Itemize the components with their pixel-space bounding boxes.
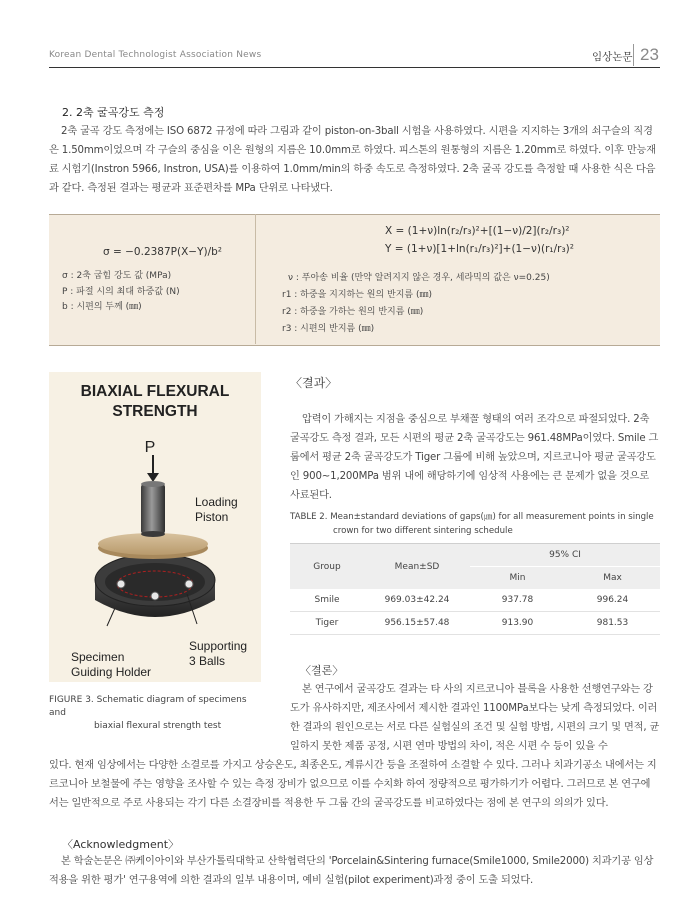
cell-max: 981.53 — [565, 612, 660, 635]
r3-definition: r3 : 시편의 반지름 (㎜) — [282, 324, 375, 334]
cell-min: 937.78 — [470, 589, 565, 612]
figure-biaxial-diagram — [49, 372, 261, 682]
specimen-label-line2: Guiding Holder — [71, 665, 152, 679]
cell-group: Tiger — [290, 612, 364, 635]
specimen-label-line1: Specimen — [71, 650, 125, 664]
sigma-definition: σ : 2축 굽힘 강도 값 (MPa) — [62, 271, 172, 281]
support-ball-icon — [185, 580, 193, 588]
conclusion-title: 〈결론〉 — [300, 664, 344, 677]
cell-mean: 969.03±42.24 — [364, 589, 470, 612]
table-row — [290, 589, 660, 612]
cell-min: 913.90 — [470, 612, 565, 635]
support-ball-icon — [151, 592, 159, 600]
biaxial-diagram-svg — [49, 372, 261, 682]
col-ci: 95% CI — [470, 544, 660, 567]
results-table — [290, 543, 660, 635]
figure-caption-line1: FIGURE 3. Schematic diagram of specimens and — [49, 695, 247, 718]
figure-title-line2: STRENGTH — [112, 403, 198, 420]
b-definition: b : 시편의 두께 (㎜) — [62, 302, 142, 312]
arrow-head-icon — [147, 473, 159, 482]
conclusion-paragraph-a: 본 연구에서 굴곡강도 결과는 타 사의 지르코니아 블록을 사용한 선행연구와는 강도가 유사하지만, 제조사에서 제시한 결과인 1100MPa보다는 낮게 측정되었다. 이러한 결과의 원인으로는 서로 다른 실험실의 조건 및 실험 방법, 시편의 크기 및 면적, 균일하지 못한 제품 공정, 시편 연마 방법의 차이, 적은 시편 수 등이 있을 수 — [290, 684, 660, 752]
nu-definition: ν : 푸아송 비율 (만약 알려지지 않은 경우, 세라믹의 값은 ν=0.25) — [288, 273, 550, 283]
table-caption-line1: TABLE 2. Mean±standard deviations of gaps(㎛) for all measurement points in single — [290, 512, 654, 522]
methods-paragraph: 2축 굴곡 강도 측정에는 ISO 6872 규정에 따라 그림과 같이 piston-on-3ball 시험을 사용하였다. 시편을 지지하는 3개의 쇠구슬의 직경은 1.50mm이었으며 각 구슬의 중심을 이은 원형의 지름은 10.0mm로 하였다. 피스톤의 원통형의 지름은 1.20mm로 하였다. 이후 만능재료 시험기(Instron 5966, Instron, USA)를 이용하여 1.0mm/min의 하중 속도로 측정하였다. 2축 굴곡 강도를 측정할 때 사용한 식은 다음과 같다. 측정된 결과는 평균과 표준편차를 MPa 단위로 나타냈다. — [49, 126, 656, 194]
section-title: 2. 2축 굴곡강도 측정 — [62, 106, 165, 119]
results-title: 〈결과〉 — [290, 376, 338, 390]
header-divider — [633, 44, 634, 66]
cell-mean: 956.15±57.48 — [364, 612, 470, 635]
page-number: 23 — [640, 45, 659, 64]
load-p-label: P — [144, 439, 156, 456]
piston-shape — [141, 484, 165, 534]
conclusion-paragraph-b: 있다. 현재 임상에서는 다양한 소결로를 가지고 상승온도, 최종온도, 계류시간 등을 조절하여 소결할 수 있다. 그러나 치과기공소 내에서는 지르코니아 보철물에 주는 영향을 조사할 수 있는 측정 장비가 없으므로 이를 수치화 하여 정량적으로 평가하기가 어렵다. 그러므로 본 연구에서는 일반적으로 주로 사용되는 각기 다른 소결장비를 적용한 두 그룹 간의 굴곡강도를 비교하였다는 점에 본 연구의 의의가 있다. — [49, 760, 657, 809]
sigma-equation: σ = −0.2387P(X−Y)/b² — [103, 246, 223, 258]
x-equation: X = (1+ν)ln(r₂/r₃)²+[(1−ν)/2](r₂/r₃)² — [385, 225, 570, 237]
col-group: Group — [290, 544, 364, 590]
cell-group: Smile — [290, 589, 364, 612]
support-ball-icon — [117, 580, 125, 588]
figure-title-line1: BIAXIAL FLEXURAL — [80, 383, 230, 400]
table-row — [290, 612, 660, 635]
cell-max: 996.24 — [565, 589, 660, 612]
journal-name: Korean Dental Technologist Association News — [49, 50, 262, 60]
supporting-label-line1: Supporting — [189, 639, 248, 653]
supporting-label-line2: 3 Balls — [189, 654, 226, 668]
col-min: Min — [470, 567, 565, 590]
r1-definition: r1 : 하중을 지지하는 원의 반지름 (㎜) — [282, 290, 432, 300]
col-max: Max — [565, 567, 660, 590]
formula-divider — [255, 214, 256, 344]
col-mean: Mean±SD — [364, 544, 470, 590]
y-equation: Y = (1+ν)[1+ln(r₁/r₃)²]+(1−ν)(r₁/r₃)² — [385, 243, 574, 255]
r2-definition: r2 : 하중을 가하는 원의 반지름 (㎜) — [282, 307, 424, 317]
figure-caption-line2: biaxial flexural strength test — [94, 721, 222, 731]
section-label: 임상논문 — [592, 51, 633, 63]
table-caption — [290, 510, 660, 538]
acknowledgment-paragraph: 본 학술논문은 ㈜케이아이와 부산가톨릭대학교 산학협력단의 'Porcelain&Sintering furnace(Smile1000, Smile2000) 치과기공 임상적용을 위한 평가' 연구용역에 의한 결과의 일부 내용이며, 예비 실험(pilot experiment)과정 중이 도출 되었다. — [49, 856, 654, 886]
loading-label-line2: Piston — [195, 510, 229, 524]
header-rule — [49, 67, 660, 68]
results-paragraph: 압력이 가해지는 지점을 중심으로 부채꼴 형태의 여러 조각으로 파절되었다. 2축 굴곡강도 측정 결과, 모든 시편의 평균 2축 굴곡강도는 961.48MPa이였다. Smile 그룹에서 평균 2축 굴곡강도가 Tiger 그룹에 비해 높았으며, 지르코니아 평균 굴곡강도인 900~1,200MPa 범위 내에 해당하기에 임상적 사용에는 큰 문제가 없을 것으로 사료된다. — [290, 414, 659, 501]
table-caption-line2: crown for two different sintering schedule — [333, 526, 513, 536]
acknowledgment-title: 〈Acknowledgment〉 — [62, 838, 180, 851]
p-definition: P : 파절 시의 최대 하중값 (N) — [62, 287, 180, 297]
loading-label-line1: Loading — [195, 495, 238, 509]
figure-caption — [49, 694, 264, 733]
